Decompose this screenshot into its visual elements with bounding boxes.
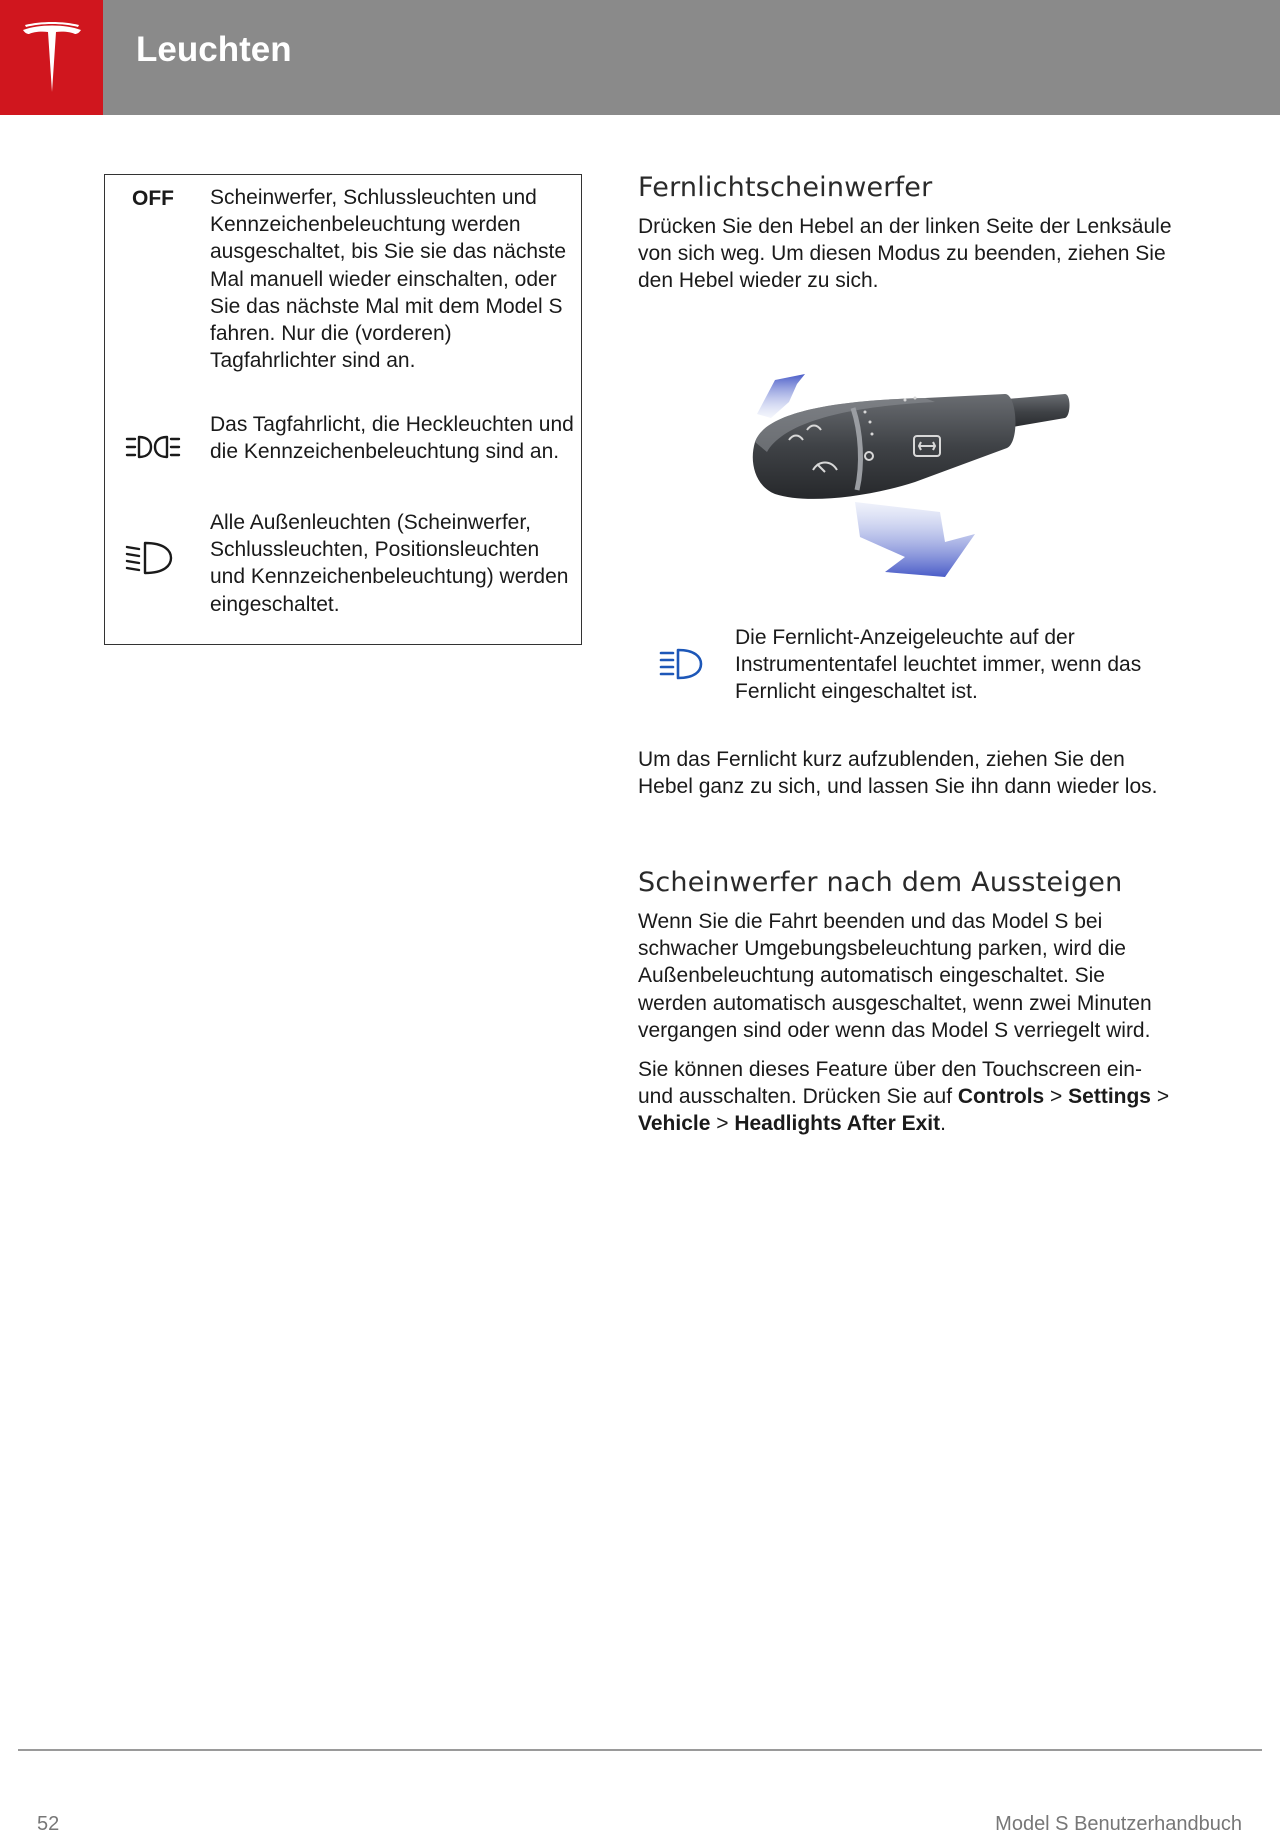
table-row bbox=[105, 175, 581, 407]
controls-label: Controls bbox=[957, 1085, 1045, 1109]
row-description: Das Tagfahrlicht, die Heckleuchten und die Kennzeichenbeleuchtung sind an. bbox=[210, 413, 574, 464]
light-modes-table bbox=[104, 174, 582, 645]
table-row bbox=[105, 407, 581, 503]
high-beam-indicator-icon bbox=[659, 647, 705, 686]
low-beam-icon bbox=[125, 537, 177, 582]
after-exit-instructions: Sie können dieses Feature über den Touchscreen ein- und ausschalten. Drücken Sie auf Controls > Settings > Vehicle > Headlights After Exit. bbox=[638, 1058, 1170, 1136]
after-exit-section bbox=[638, 867, 1178, 1138]
vehicle-label: Vehicle bbox=[638, 1112, 711, 1136]
after-exit-paragraph: Wenn Sie die Fahrt beenden und das Model S bei schwacher Umgebungsbeleuchtung parken, wird die Außenbeleuchtung automatisch eingeschaltet. Sie werden automatisch ausgeschaltet, wenn zwei Minuten vergangen sind oder wenn das Model S verriegelt wird. bbox=[638, 910, 1152, 1042]
tesla-logo bbox=[0, 0, 103, 115]
headlights-after-exit-label: Headlights After Exit bbox=[734, 1112, 941, 1136]
off-label: OFF bbox=[132, 187, 174, 210]
parking-lights-icon bbox=[125, 429, 181, 470]
page-number: 52 bbox=[37, 1813, 60, 1835]
section-heading: Scheinwerfer nach dem Aussteigen bbox=[638, 867, 1123, 898]
high-beam-section bbox=[638, 172, 1178, 295]
footer-divider bbox=[18, 1749, 1262, 1751]
high-beam-intro: Drücken Sie den Hebel an der linken Seite der Lenksäule von sich weg. Um diesen Modus zu beenden, ziehen Sie den Hebel wieder zu sich. bbox=[638, 215, 1172, 293]
manual-name: Model S Benutzerhandbuch bbox=[995, 1813, 1242, 1835]
tesla-t-icon bbox=[21, 22, 83, 94]
page-header bbox=[0, 0, 1280, 115]
table-row bbox=[105, 509, 581, 646]
turn-signal-stalk-illustration bbox=[745, 372, 1075, 582]
flash-paragraph: Um das Fernlicht kurz aufzublenden, ziehen Sie den Hebel ganz zu sich, und lassen Sie ihn dann wieder los. bbox=[638, 748, 1158, 799]
settings-label: Settings bbox=[1068, 1085, 1151, 1109]
page-title: Leuchten bbox=[136, 30, 292, 69]
flash-paragraph-block bbox=[638, 746, 1178, 800]
row-description: Scheinwerfer, Schlussleuchten und Kennzeichenbeleuchtung werden ausgeschaltet, bis Sie sie das nächste Mal manuell wieder einschalten, oder Sie das nächste Mal mit dem Model S fahren. Nur die (vorderen) Tagfahrlichter sind an. bbox=[210, 186, 567, 373]
high-beam-note: Die Fernlicht-Anzeigeleuchte auf der Instrumententafel leuchtet immer, wenn das Fernlicht eingeschaltet ist. bbox=[735, 626, 1142, 704]
row-description: Alle Außenleuchten (Scheinwerfer, Schlussleuchten, Positionsleuchten und Kennzeichenbeleuchtung) werden eingeschaltet. bbox=[210, 511, 569, 616]
section-heading: Fernlichtscheinwerfer bbox=[638, 172, 933, 203]
